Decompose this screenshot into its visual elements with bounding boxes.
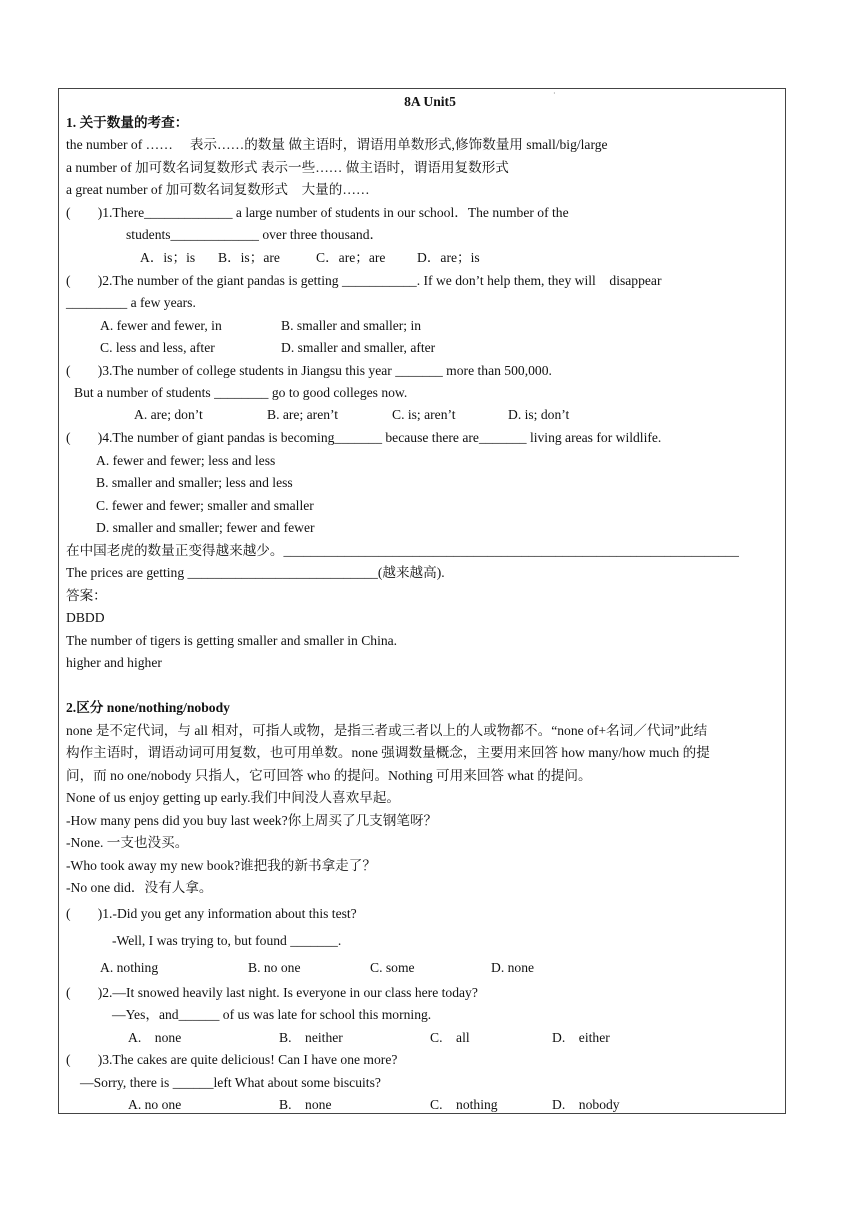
explain-line: 构作主语时，谓语动词可用复数，也可用单数。none 强调数量概念，主要用来回答 how many/how much 的提 (66, 745, 710, 760)
answer-line: higher and higher (66, 655, 162, 670)
explain-line: 问，而 no one/nobody 只指人，它可回答 who 的提问。Nothing 可用来回答 what 的提问。 (66, 768, 592, 783)
answer-line: The number of tigers is getting smaller and smaller in China. (66, 633, 398, 648)
question-s1-q1-cont: students_____________ over three thousand． (126, 227, 384, 242)
question-s2-q3-cont: —Sorry, there is ______left What about some biscuits? (80, 1075, 381, 1090)
question-s2-q3: ( )3.The cakes are quite delicious! Can I have one more? (66, 1052, 398, 1067)
option-c: C．are；are (316, 250, 386, 265)
question-s1-q2-cont: _________ a few years. (66, 295, 196, 310)
question-s1-q1: ( )1.There_____________ a large number of students in our school．The number of the (66, 205, 569, 220)
option-d: D. none (491, 960, 535, 975)
option-a: A. no one (128, 1097, 182, 1112)
option-b: B. no one (248, 960, 301, 975)
example-line: -How many pens did you buy last week?你上周买了几支钢笔呀？ (66, 813, 438, 828)
option-b: B．is；are (218, 250, 280, 265)
question-s1-q4: ( )4.The number of giant pandas is becoming_______ because there are_______ living areas for wildlife. (66, 430, 662, 445)
question-s1-q2: ( )2.The number of the giant pandas is getting ___________. If we don’t help them, they will disappear (66, 273, 662, 288)
option-a: A. fewer and fewer; less and less (96, 453, 276, 468)
example-line: None of us enjoy getting up early.我们中间没人喜欢早起。 (66, 790, 401, 805)
option-b: B. are; aren’t (267, 407, 339, 422)
question-s1-q3: ( )3.The number of college students in Jiangsu this year _______ more than 500,000. (66, 363, 552, 378)
option-a: A. nothing (100, 960, 159, 975)
option-c: C. fewer and fewer; smaller and smaller (96, 498, 314, 513)
translation-item-1: 在中国老虎的数量正变得越来越少。___________________________________________________________________ (66, 543, 739, 558)
option-b: B. neither (279, 1030, 343, 1045)
section2-heading: 2.区分 none/nothing/nobody (66, 700, 230, 715)
question-s2-q2: ( )2.—It snowed heavily last night. Is everyone in our class here today? (66, 985, 478, 1000)
section1-heading: 1. 关于数量的考查： (66, 115, 189, 130)
option-d: D．are；is (417, 250, 480, 265)
example-line: -No one did．没有人拿。 (66, 880, 213, 895)
example-line: -None. 一支也没买。 (66, 835, 189, 850)
question-s2-q2-cont: —Yes，and______ of us was late for school this morning. (112, 1007, 432, 1022)
question-s2-q1-cont: -Well, I was trying to, but found _______. (112, 933, 342, 948)
answer-label: 答案： (66, 588, 107, 603)
option-a: A．is；is (140, 250, 196, 265)
option-c: C. some (370, 960, 415, 975)
question-s1-q3-cont: But a number of students ________ go to good colleges now. (74, 385, 408, 400)
example-line: -Who took away my new book?谁把我的新书拿走了？ (66, 858, 376, 873)
option-a: A. are; don’t (134, 407, 203, 422)
option-b: B. smaller and smaller; in (281, 318, 422, 333)
option-b: B. none (279, 1097, 332, 1112)
option-d: D. smaller and smaller, after (281, 340, 436, 355)
rule-line: the number of …… 表示……的数量 做主语时，谓语用单数形式,修饰数量用 small/big/large (66, 137, 608, 152)
option-c: C. all (430, 1030, 470, 1045)
rule-line: a great number of 加可数名词复数形式 大量的…… (66, 182, 370, 197)
option-d: D. smaller and smaller; fewer and fewer (96, 520, 315, 535)
explain-line: none 是不定代词，与 all 相对，可指人或物，是指三者或三者以上的人或物都不。“none of+名词／代词”此结 (66, 723, 708, 738)
answer-line: DBDD (66, 610, 105, 625)
option-a: A. fewer and fewer, in (100, 318, 222, 333)
option-d: D. either (552, 1030, 610, 1045)
rule-line: a number of 加可数名词复数形式 表示一些…… 做主语时，谓语用复数形式 (66, 160, 509, 175)
question-s2-q1: ( )1.-Did you get any information about this test? (66, 906, 357, 921)
option-a: A. none (128, 1030, 182, 1045)
option-c: C. nothing (430, 1097, 498, 1112)
option-c: C. is; aren’t (392, 407, 456, 422)
option-c: C. less and less, after (100, 340, 215, 355)
option-b: B. smaller and smaller; less and less (96, 475, 293, 490)
page-title: 8A Unit5 (404, 94, 456, 109)
option-d: D. nobody (552, 1097, 620, 1112)
option-d: D. is; don’t (508, 407, 570, 422)
translation-item-2: The prices are getting ____________________________(越来越高). (66, 565, 445, 580)
header-dot: · (553, 89, 556, 98)
